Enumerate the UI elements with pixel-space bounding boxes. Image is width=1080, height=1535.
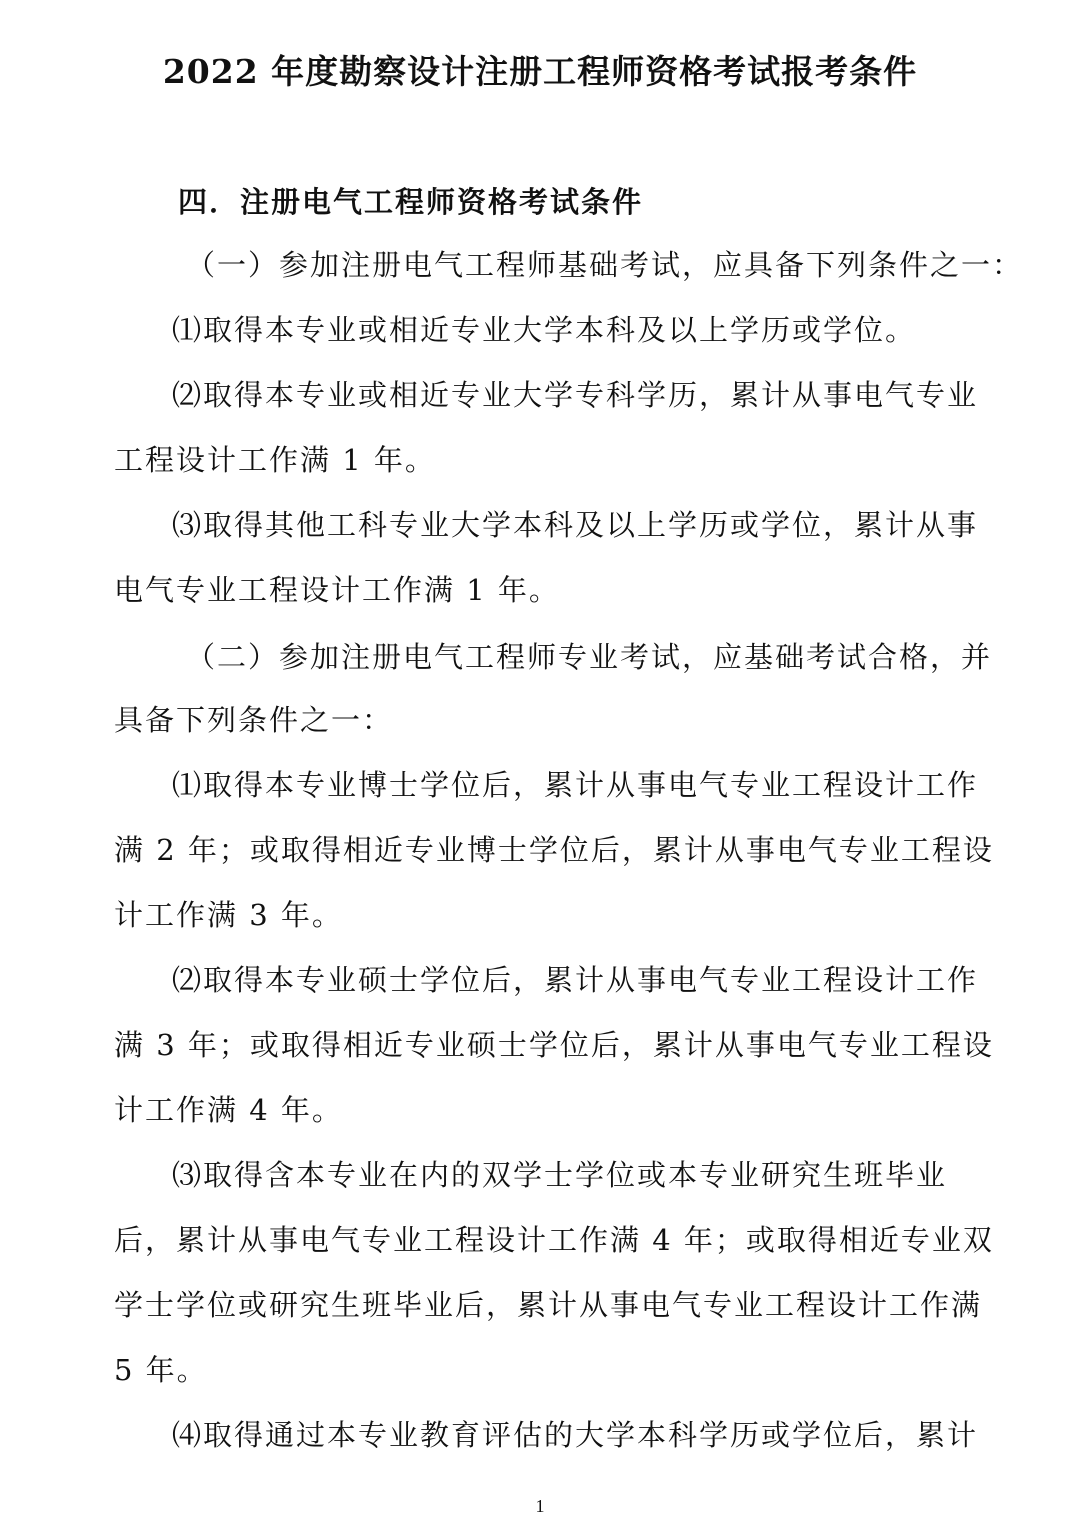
page-number: 1 bbox=[535, 1496, 545, 1516]
section-heading: 四．注册电气工程师资格考试条件 bbox=[178, 185, 644, 219]
paragraph-line: 计工作满 4 年。 bbox=[114, 1093, 343, 1127]
paragraph-line: （二）参加注册电气工程师专业考试，应基础考试合格，并 bbox=[186, 640, 993, 674]
paragraph-line: 学士学位或研究生班毕业后，累计从事电气专业工程设计工作满 bbox=[114, 1288, 983, 1322]
paragraph-line: ⑵取得本专业或相近专业大学专科学历，累计从事电气专业 bbox=[172, 378, 979, 412]
paragraph-line: 计工作满 3 年。 bbox=[114, 898, 343, 932]
paragraph-line: 满 3 年；或取得相近专业硕士学位后，累计从事电气专业工程设 bbox=[114, 1028, 994, 1062]
document-title: 2022 年度勘察设计注册工程师资格考试报考条件 bbox=[162, 52, 918, 91]
paragraph-line: ⑶取得其他工科专业大学本科及以上学历或学位，累计从事 bbox=[172, 508, 979, 542]
paragraph-line: ⑷取得通过本专业教育评估的大学本科学历或学位后，累计 bbox=[172, 1418, 979, 1452]
paragraph-line: ⑴取得本专业博士学位后，累计从事电气专业工程设计工作 bbox=[172, 768, 979, 802]
paragraph-line: ⑶取得含本专业在内的双学士学位或本专业研究生班毕业 bbox=[172, 1158, 948, 1192]
paragraph-line: ⑵取得本专业硕士学位后，累计从事电气专业工程设计工作 bbox=[172, 963, 979, 997]
paragraph-line: 电气专业工程设计工作满 1 年。 bbox=[114, 573, 560, 607]
paragraph-line: 满 2 年；或取得相近专业博士学位后，累计从事电气专业工程设 bbox=[114, 833, 994, 867]
paragraph-line: ⑴取得本专业或相近专业大学本科及以上学历或学位。 bbox=[172, 313, 917, 347]
paragraph-line: 后，累计从事电气专业工程设计工作满 4 年；或取得相近专业双 bbox=[114, 1223, 994, 1257]
paragraph-line: 具备下列条件之一： bbox=[114, 703, 394, 737]
paragraph-line: （一）参加注册电气工程师基础考试，应具备下列条件之一： bbox=[186, 248, 1024, 282]
paragraph-line: 5 年。 bbox=[114, 1353, 208, 1387]
paragraph-line: 工程设计工作满 1 年。 bbox=[114, 443, 436, 477]
